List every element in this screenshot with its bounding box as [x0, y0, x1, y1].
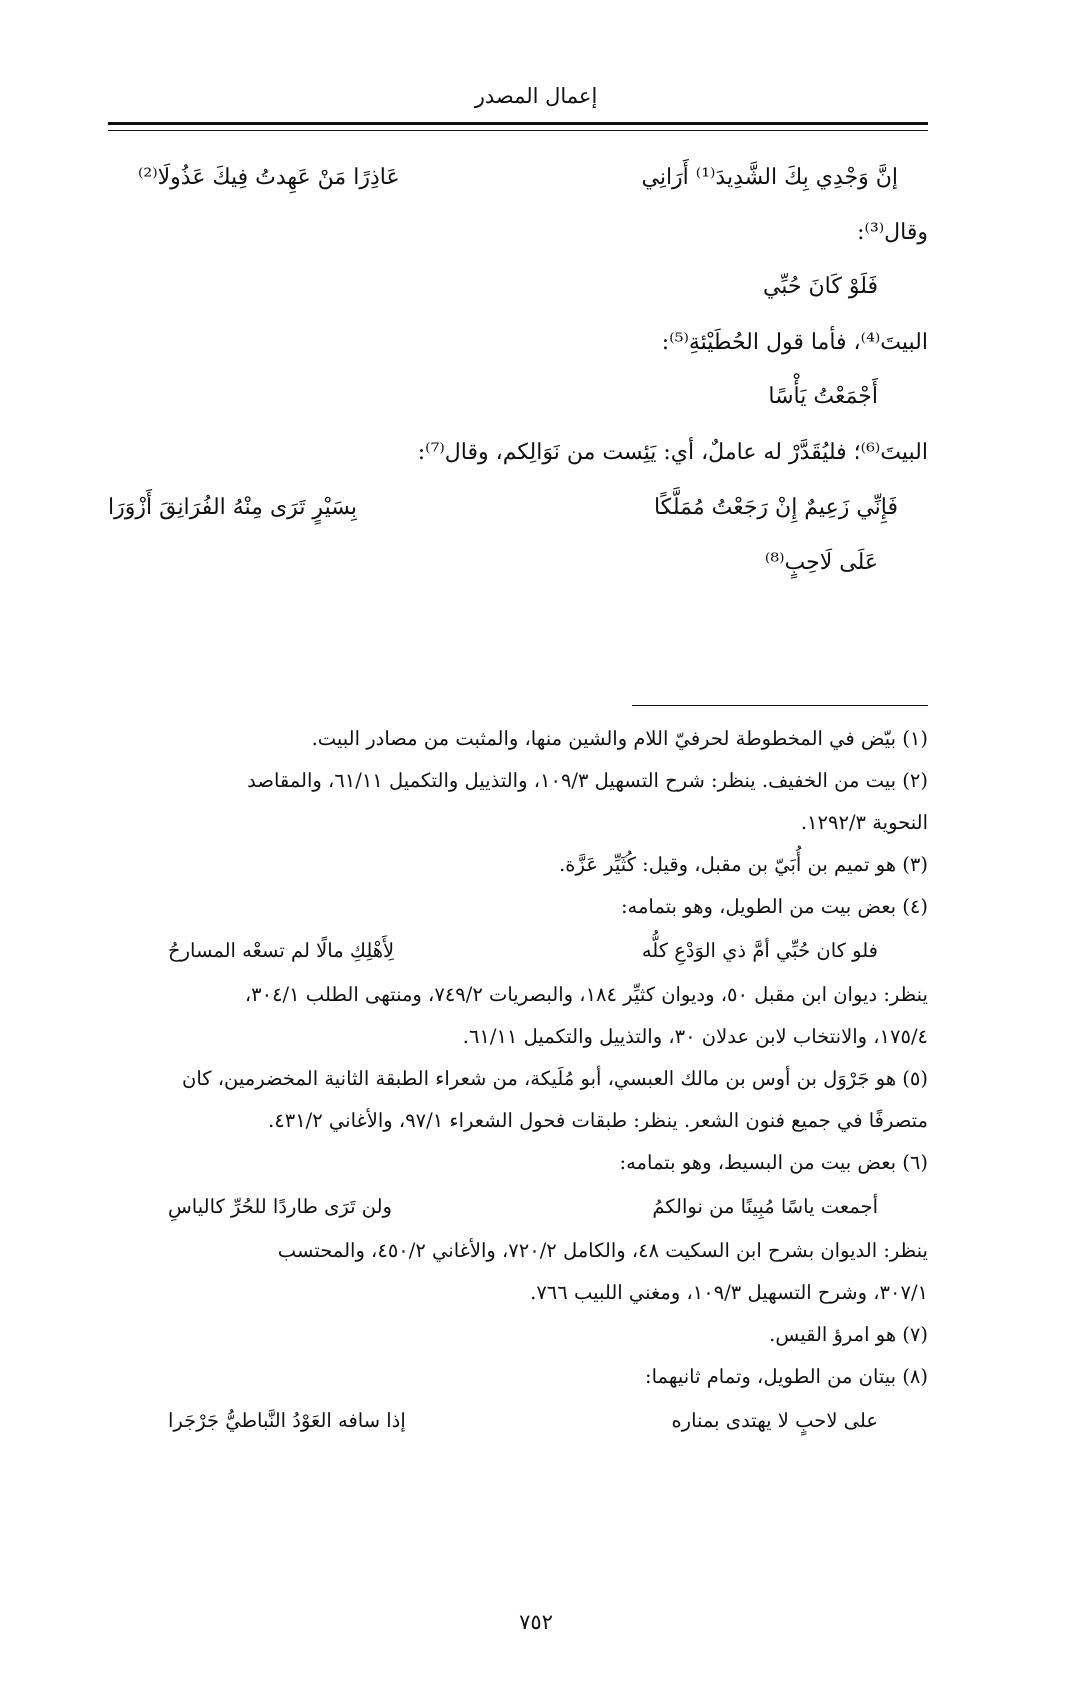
verse-hemistich-first: فلو كان حُبِّي أمَّ ذي الوَدْعِ كلُّه	[641, 939, 878, 962]
verse-hemistich-second: بِسَيْرٍ تَرَى مِنْهُ الفُرَانِقَ أَزْوَرَا	[108, 495, 357, 520]
footnote-6-references-cont: ٣٠٧/١، وشرح التسهيل ١٠٩/٣، ومغني اللبيب ٧٦٦.	[530, 1281, 928, 1304]
footnote-5-cont: متصرفًا في جميع فنون الشعر. ينظر: طبقات فحول الشعراء ٩٧/١، والأغاني ٤٣١/٢.	[268, 1109, 928, 1132]
footnote-3: (٣) هو تميم بن أُبَيّ بن مقبل، وقيل: كُثَيِّر عَزَّة.	[559, 853, 928, 876]
footnote-4-verse	[108, 928, 928, 974]
verse-hemistich-second: ولن تَرَى طاردًا للحُرِّ كالياسِ	[168, 1195, 392, 1218]
main-text	[108, 150, 928, 592]
page-number: ٧٥٢	[519, 1610, 553, 1634]
footnote-4-references-cont: ١٧٥/٤، والانتخاب لابن عدلان ٣٠، والتذييل والتكميل ٦١/١١.	[462, 1025, 928, 1048]
footnote-5: (٥) هو جَرْوَل بن أوس بن مالك العبسي، أبو مُلَيكة، من شعراء الطبقة الثانية المخضرمين، كان	[182, 1067, 928, 1090]
verse-hemistich-second: عَاذِرًا مَنْ عَهِدتُ فِيكَ عَذُولَا⁽²⁾	[138, 165, 400, 190]
footnote-4: (٤) بعض بيت من الطويل، وهو بتمامه:	[620, 895, 928, 918]
footnote-6: (٦) بعض بيت من البسيط، وهو بتمامه:	[619, 1151, 928, 1174]
footnote-7: (٧) هو امرؤ القيس.	[769, 1323, 928, 1346]
footnote-6-verse	[108, 1184, 928, 1230]
footnote-4-references: ينظر: ديوان ابن مقبل ٥٠، وديوان كثيِّر ١٨٤، والبصريات ٧٤٩/٢، ومنتهى الطلب ٣٠٤/١،	[244, 983, 928, 1006]
prose-line: البيتَ⁽⁶⁾؛ فليُقَدَّرْ له عاملٌ، أي: يَئِست من نَوَالِكم، وقال⁽⁷⁾:	[417, 440, 928, 465]
running-header: إعمال المصدر	[474, 84, 598, 108]
footnote-6-references: ينظر: الديوان بشرح ابن السكيت ٤٨، والكامل ٧٢٠/٢، والأغاني ٤٥٠/٢، والمحتسب	[277, 1239, 928, 1262]
verse-fragment: عَلَى لَاحِبٍ⁽⁸⁾	[764, 550, 878, 575]
verse-hemistich-first: إنَّ وَجْدِي بِكَ الشَّدِيدَ⁽¹⁾ أَرَانِي	[641, 165, 898, 190]
footnote-8: (٨) بيتان من الطويل، وتمام ثانيهما:	[645, 1365, 928, 1388]
verse-fragment: أَجْمَعْتُ يَأْسًا	[768, 384, 878, 409]
verse-fragment: فَلَوْ كَانَ حُبِّي	[762, 274, 878, 299]
header-rule-thick	[108, 122, 928, 125]
footnote-2-cont: النحوية ١٢٩٢/٣.	[800, 811, 928, 834]
verse-line	[108, 150, 928, 206]
prose-line: البيتَ⁽⁴⁾، فأما قول الحُطَيْئةِ⁽⁵⁾:	[661, 330, 928, 355]
footnote-2: (٢) بيت من الخفيف. ينظر: شرح التسهيل ١٠٩/٣، والتذييل والتكميل ٦١/١١، والمقاصد	[247, 769, 928, 792]
header-rule-thin	[108, 130, 928, 131]
verse-hemistich-second: لِأَهْلِكِ مالًا لم تسعْه المسارحُ	[168, 939, 395, 962]
footnotes	[108, 718, 928, 1444]
footnote-1: (١) بيّض في المخطوطة لحرفيّ اللام والشين منها، والمثبت من مصادر البيت.	[311, 727, 928, 750]
verse-hemistich-first: على لاحبٍ لا يهتدى بمناره	[671, 1409, 878, 1432]
footnote-separator	[632, 705, 928, 706]
verse-hemistich-first: فَإِنِّي زَعِيمٌ إِنْ رَجَعْتُ مُمَلَّكًا	[653, 495, 898, 520]
verse-hemistich-first: أجمعت ياسًا مُبِينًا من نوالكمُ	[652, 1195, 878, 1218]
footnote-8-verse	[108, 1398, 928, 1444]
verse-line	[108, 480, 928, 536]
verse-hemistich-second: إذا سافه العَوْدُ النَّباطيُّ جَرْجَرا	[168, 1409, 406, 1432]
prose-line: وقال⁽³⁾:	[857, 220, 928, 245]
